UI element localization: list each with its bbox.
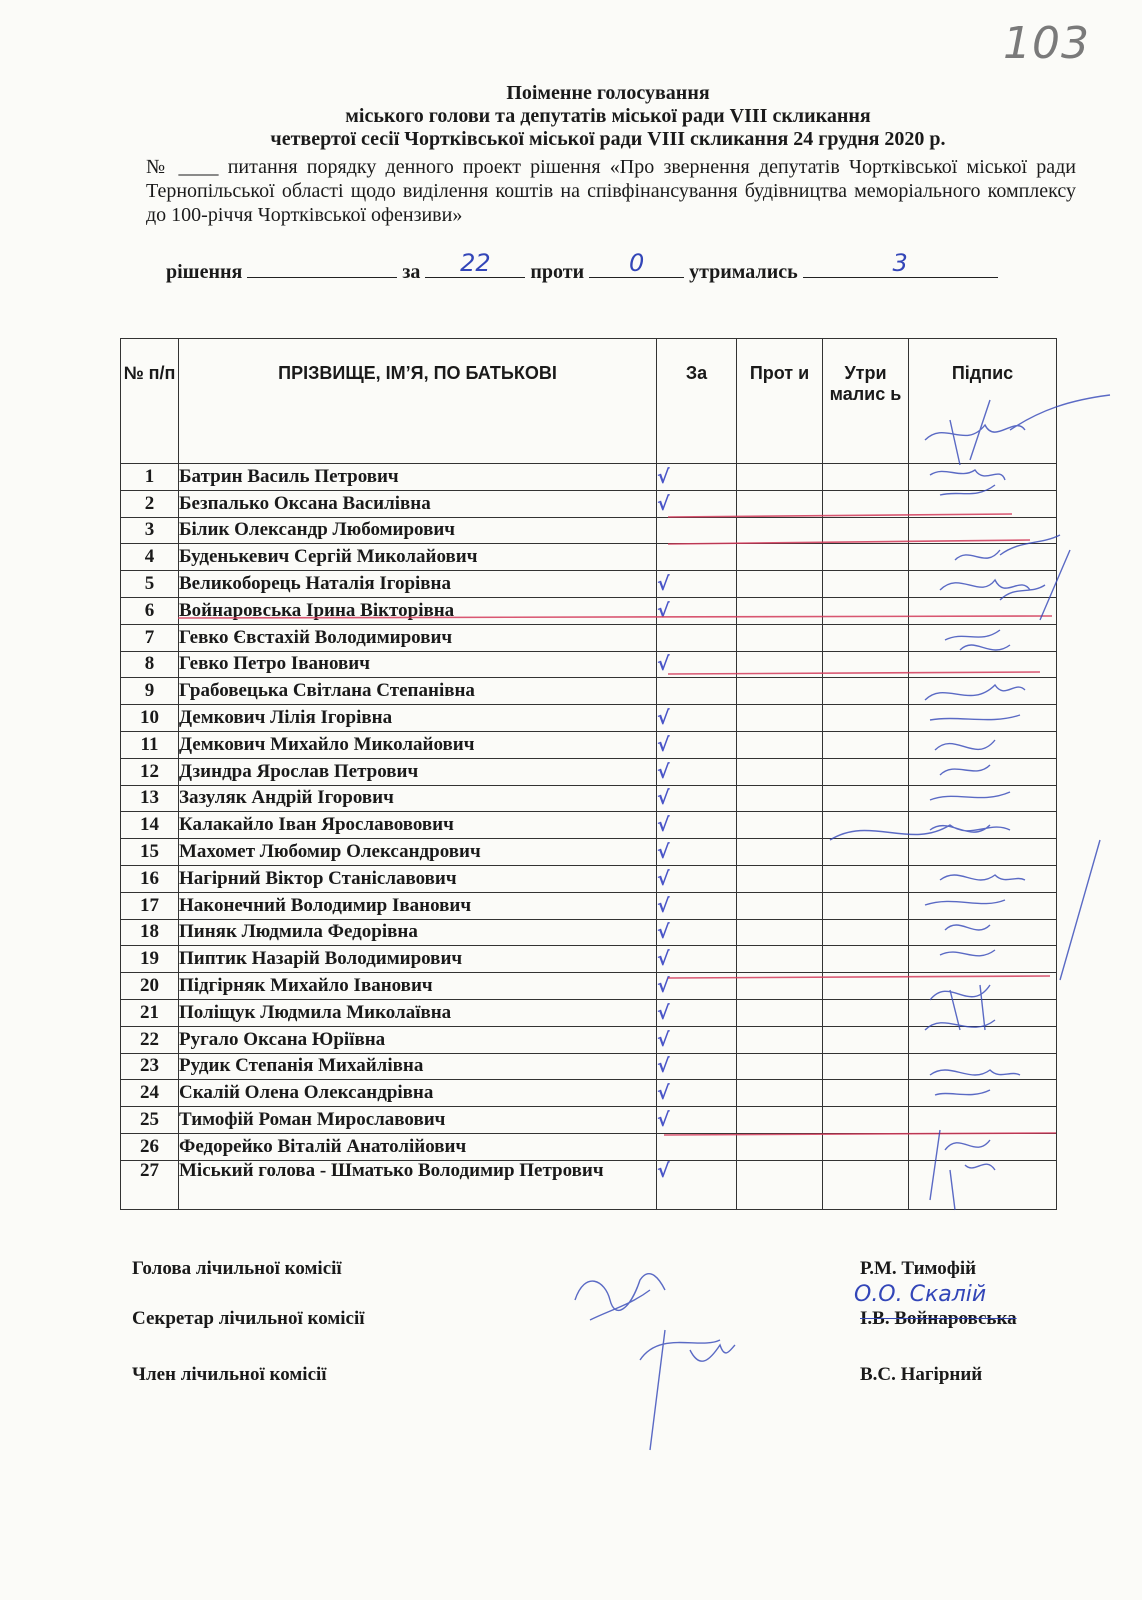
- row-signature: [909, 624, 1057, 651]
- row-vote-for: √: [657, 490, 737, 517]
- row-vote-abstained: [823, 571, 909, 598]
- table-row: [121, 892, 1057, 919]
- row-signature: [909, 946, 1057, 973]
- row-vote-for: √: [657, 731, 737, 758]
- against-total: [589, 249, 684, 278]
- for-label: за: [402, 261, 421, 283]
- row-vote-abstained: [823, 1160, 909, 1209]
- table-row: [121, 571, 1057, 598]
- row-number: 21: [121, 999, 179, 1026]
- row-vote-for: √: [657, 785, 737, 812]
- row-vote-against: [737, 1026, 823, 1053]
- table-row: [121, 946, 1057, 973]
- row-signature: [909, 597, 1057, 624]
- title-line-3: четвертої сесії Чортківської міської ради VIII скликання 24 грудня 2020 р.: [270, 128, 946, 150]
- row-vote-abstained: [823, 1080, 909, 1107]
- header-against: Прот и: [737, 339, 823, 464]
- commission-member-role: Член лічильної комісії: [132, 1364, 327, 1385]
- row-signature: [909, 705, 1057, 732]
- row-vote-against: [737, 839, 823, 866]
- table-row: [121, 919, 1057, 946]
- row-vote-against: [737, 651, 823, 678]
- row-full-name: Великоборець Наталія Ігорівна: [179, 571, 657, 598]
- row-number: 24: [121, 1080, 179, 1107]
- header-signature: Підпис: [909, 339, 1057, 464]
- row-number: 4: [121, 544, 179, 571]
- table-header-row: [121, 339, 1057, 464]
- row-vote-abstained: [823, 892, 909, 919]
- table-row: [121, 1080, 1057, 1107]
- row-signature: [909, 464, 1057, 491]
- row-vote-for: [657, 624, 737, 651]
- row-vote-for: √: [657, 1160, 737, 1209]
- against-total-value: 0: [628, 249, 645, 277]
- table-row: [121, 517, 1057, 544]
- row-vote-abstained: [823, 812, 909, 839]
- row-vote-against: [737, 946, 823, 973]
- row-full-name: Нагірний Віктор Станіславович: [179, 865, 657, 892]
- row-vote-abstained: [823, 705, 909, 732]
- table-row: [121, 1160, 1057, 1209]
- row-number: 26: [121, 1133, 179, 1160]
- row-full-name: Міський голова - Шматько Володимир Петрович: [179, 1160, 657, 1209]
- row-full-name: Підгірняк Михайло Іванович: [179, 973, 657, 1000]
- row-number: 9: [121, 678, 179, 705]
- row-signature: [909, 1133, 1057, 1160]
- commission-head-role: Голова лічильної комісії: [132, 1258, 342, 1279]
- row-full-name: Пиптик Назарій Володимирович: [179, 946, 657, 973]
- row-vote-for: √: [657, 973, 737, 1000]
- row-signature: [909, 651, 1057, 678]
- row-vote-against: [737, 490, 823, 517]
- table-row: [121, 624, 1057, 651]
- table-row: [121, 544, 1057, 571]
- title-line-1: Поіменне голосування: [506, 82, 710, 104]
- row-number: 18: [121, 919, 179, 946]
- commission-head-name: Р.М. Тимофій: [860, 1258, 977, 1279]
- row-signature: [909, 919, 1057, 946]
- row-vote-for: [657, 544, 737, 571]
- header-num: № п/п: [121, 339, 179, 464]
- row-number: 25: [121, 1107, 179, 1134]
- row-full-name: Безпалько Оксана Василівна: [179, 490, 657, 517]
- table-row: [121, 999, 1057, 1026]
- row-vote-for: √: [657, 571, 737, 598]
- row-vote-for: √: [657, 839, 737, 866]
- row-vote-abstained: [823, 597, 909, 624]
- row-full-name: Гевко Петро Іванович: [179, 651, 657, 678]
- row-signature: [909, 1107, 1057, 1134]
- row-vote-against: [737, 1053, 823, 1080]
- row-vote-abstained: [823, 758, 909, 785]
- row-number: 3: [121, 517, 179, 544]
- abstained-total-value: 3: [892, 249, 908, 277]
- row-signature: [909, 1026, 1057, 1053]
- row-vote-abstained: [823, 1107, 909, 1134]
- row-full-name: Скалій Олена Олександрівна: [179, 1080, 657, 1107]
- table-row: [121, 490, 1057, 517]
- row-signature: [909, 678, 1057, 705]
- row-vote-against: [737, 812, 823, 839]
- row-number: 19: [121, 946, 179, 973]
- row-vote-against: [737, 624, 823, 651]
- row-number: 8: [121, 651, 179, 678]
- page-number: 103: [1003, 18, 1090, 69]
- row-vote-for: [657, 678, 737, 705]
- for-total-value: 22: [460, 249, 491, 277]
- row-vote-for: √: [657, 812, 737, 839]
- row-vote-for: [657, 1133, 737, 1160]
- row-vote-against: [737, 865, 823, 892]
- row-vote-abstained: [823, 1053, 909, 1080]
- commission-member-name: В.С. Нагірний: [860, 1364, 983, 1385]
- row-vote-abstained: [823, 624, 909, 651]
- row-vote-against: [737, 1133, 823, 1160]
- row-signature: [909, 785, 1057, 812]
- row-number: 14: [121, 812, 179, 839]
- row-full-name: Ругало Оксана Юріївна: [179, 1026, 657, 1053]
- commission-secretary-role: Секретар лічильної комісії: [132, 1308, 365, 1329]
- table-row: [121, 705, 1057, 732]
- row-vote-against: [737, 731, 823, 758]
- table-row: [121, 865, 1057, 892]
- row-vote-for: √: [657, 919, 737, 946]
- table-row: [121, 785, 1057, 812]
- row-vote-against: [737, 705, 823, 732]
- row-number: 12: [121, 758, 179, 785]
- table-row: [121, 1107, 1057, 1134]
- row-number: 20: [121, 973, 179, 1000]
- row-vote-against: [737, 785, 823, 812]
- row-number: 23: [121, 1053, 179, 1080]
- row-vote-abstained: [823, 1133, 909, 1160]
- abstained-total: [803, 249, 998, 278]
- agenda-question: № ____ питання порядку денного проект рішення «Про звернення депутатів Чортківської міської ради Тернопільської області щодо виділення коштів на співфінансування будівництва меморіального комплексу до 100-річчя Чортківської офензиви»: [146, 156, 1076, 226]
- row-vote-against: [737, 464, 823, 491]
- table-row: [121, 1133, 1057, 1160]
- row-vote-for: √: [657, 1080, 737, 1107]
- row-number: 17: [121, 892, 179, 919]
- row-signature: [909, 839, 1057, 866]
- for-total: [425, 249, 525, 278]
- row-vote-abstained: [823, 678, 909, 705]
- decision-summary: [166, 249, 1066, 284]
- row-signature: [909, 731, 1057, 758]
- row-vote-for: √: [657, 1053, 737, 1080]
- table-row: [121, 839, 1057, 866]
- row-full-name: Рудик Степанія Михайлівна: [179, 1053, 657, 1080]
- table-row: [121, 1026, 1057, 1053]
- row-full-name: Батрин Василь Петрович: [179, 464, 657, 491]
- roll-call-table: [120, 338, 1057, 1210]
- row-vote-for: √: [657, 597, 737, 624]
- table-row: [121, 731, 1057, 758]
- row-vote-abstained: [823, 865, 909, 892]
- row-number: 22: [121, 1026, 179, 1053]
- row-signature: [909, 571, 1057, 598]
- header-abstained: Утри малис ь: [823, 339, 909, 464]
- row-full-name: Наконечний Володимир Іванович: [179, 892, 657, 919]
- table-row: [121, 758, 1057, 785]
- document-title: [140, 82, 1076, 151]
- header-name: ПРІЗВИЩЕ, ІМ’Я, ПО БАТЬКОВІ: [179, 339, 657, 464]
- row-vote-abstained: [823, 464, 909, 491]
- row-vote-against: [737, 999, 823, 1026]
- row-vote-abstained: [823, 999, 909, 1026]
- row-signature: [909, 973, 1057, 1000]
- signature-mark-16: [640, 1330, 735, 1450]
- row-full-name: Зазуляк Андрій Ігорович: [179, 785, 657, 812]
- table-row: [121, 464, 1057, 491]
- row-full-name: Грабовецька Світлана Степанівна: [179, 678, 657, 705]
- table-row: [121, 597, 1057, 624]
- row-vote-abstained: [823, 919, 909, 946]
- row-number: 16: [121, 865, 179, 892]
- commission-secretary-handwritten: О.О. Скалій: [854, 1282, 987, 1307]
- row-number: 13: [121, 785, 179, 812]
- title-line-2: міського голови та депутатів міської ради VIII скликання: [345, 105, 871, 127]
- row-vote-for: √: [657, 865, 737, 892]
- commission-secretary-name: І.В. Войнаровська: [860, 1308, 1017, 1329]
- row-full-name: Демкович Лілія Ігорівна: [179, 705, 657, 732]
- row-vote-abstained: [823, 946, 909, 973]
- row-signature: [909, 999, 1057, 1026]
- row-signature: [909, 892, 1057, 919]
- row-number: 10: [121, 705, 179, 732]
- row-number: 27: [121, 1160, 179, 1209]
- row-vote-for: √: [657, 464, 737, 491]
- row-vote-against: [737, 517, 823, 544]
- row-number: 15: [121, 839, 179, 866]
- row-signature: [909, 812, 1057, 839]
- row-vote-abstained: [823, 839, 909, 866]
- table-row: [121, 651, 1057, 678]
- row-vote-against: [737, 544, 823, 571]
- row-vote-against: [737, 597, 823, 624]
- row-vote-against: [737, 571, 823, 598]
- row-full-name: Буденькевич Сергій Миколайович: [179, 544, 657, 571]
- row-number: 6: [121, 597, 179, 624]
- row-vote-abstained: [823, 973, 909, 1000]
- row-full-name: Калакайло Іван Ярославовович: [179, 812, 657, 839]
- row-signature: [909, 758, 1057, 785]
- row-vote-for: √: [657, 651, 737, 678]
- row-number: 7: [121, 624, 179, 651]
- row-vote-abstained: [823, 490, 909, 517]
- row-full-name: Демкович Михайло Миколайович: [179, 731, 657, 758]
- row-full-name: Махомет Любомир Олександрович: [179, 839, 657, 866]
- decision-label: рішення: [166, 261, 243, 283]
- row-vote-for: √: [657, 705, 737, 732]
- row-vote-against: [737, 1080, 823, 1107]
- row-vote-for: √: [657, 1026, 737, 1053]
- row-signature: [909, 544, 1057, 571]
- row-full-name: Пиняк Людмила Федорівна: [179, 919, 657, 946]
- row-vote-abstained: [823, 1026, 909, 1053]
- row-full-name: Дзиндра Ярослав Петрович: [179, 758, 657, 785]
- row-vote-for: √: [657, 946, 737, 973]
- row-vote-against: [737, 919, 823, 946]
- header-for: За: [657, 339, 737, 464]
- row-vote-abstained: [823, 544, 909, 571]
- row-vote-for: √: [657, 999, 737, 1026]
- row-vote-against: [737, 678, 823, 705]
- row-vote-against: [737, 758, 823, 785]
- row-vote-abstained: [823, 651, 909, 678]
- row-signature: [909, 1053, 1057, 1080]
- row-full-name: Гевко Євстахій Володимирович: [179, 624, 657, 651]
- row-number: 11: [121, 731, 179, 758]
- row-signature: [909, 517, 1057, 544]
- row-vote-for: √: [657, 1107, 737, 1134]
- row-number: 2: [121, 490, 179, 517]
- against-label: проти: [530, 261, 585, 283]
- row-vote-against: [737, 1107, 823, 1134]
- table-row: [121, 812, 1057, 839]
- row-signature: [909, 490, 1057, 517]
- row-vote-for: √: [657, 892, 737, 919]
- row-number: 1: [121, 464, 179, 491]
- row-vote-abstained: [823, 517, 909, 544]
- row-vote-for: [657, 517, 737, 544]
- row-signature: [909, 1160, 1057, 1209]
- row-vote-against: [737, 892, 823, 919]
- row-vote-against: [737, 973, 823, 1000]
- row-signature: [909, 1080, 1057, 1107]
- decision-blank: [247, 257, 397, 278]
- table-row: [121, 973, 1057, 1000]
- abstained-label: утримались: [689, 261, 798, 283]
- row-full-name: Федорейко Віталій Анатолійович: [179, 1133, 657, 1160]
- row-vote-against: [737, 1160, 823, 1209]
- row-full-name: Тимофій Роман Мирославович: [179, 1107, 657, 1134]
- table-row: [121, 678, 1057, 705]
- row-vote-for: √: [657, 758, 737, 785]
- table-row: [121, 1053, 1057, 1080]
- row-signature: [909, 865, 1057, 892]
- row-number: 5: [121, 571, 179, 598]
- row-full-name: Поліщук Людмила Миколаївна: [179, 999, 657, 1026]
- row-full-name: Войнаровська Ірина Вікторівна: [179, 597, 657, 624]
- row-full-name: Білик Олександр Любомирович: [179, 517, 657, 544]
- row-vote-abstained: [823, 785, 909, 812]
- row-vote-abstained: [823, 731, 909, 758]
- signature-mark-15: [575, 1274, 665, 1320]
